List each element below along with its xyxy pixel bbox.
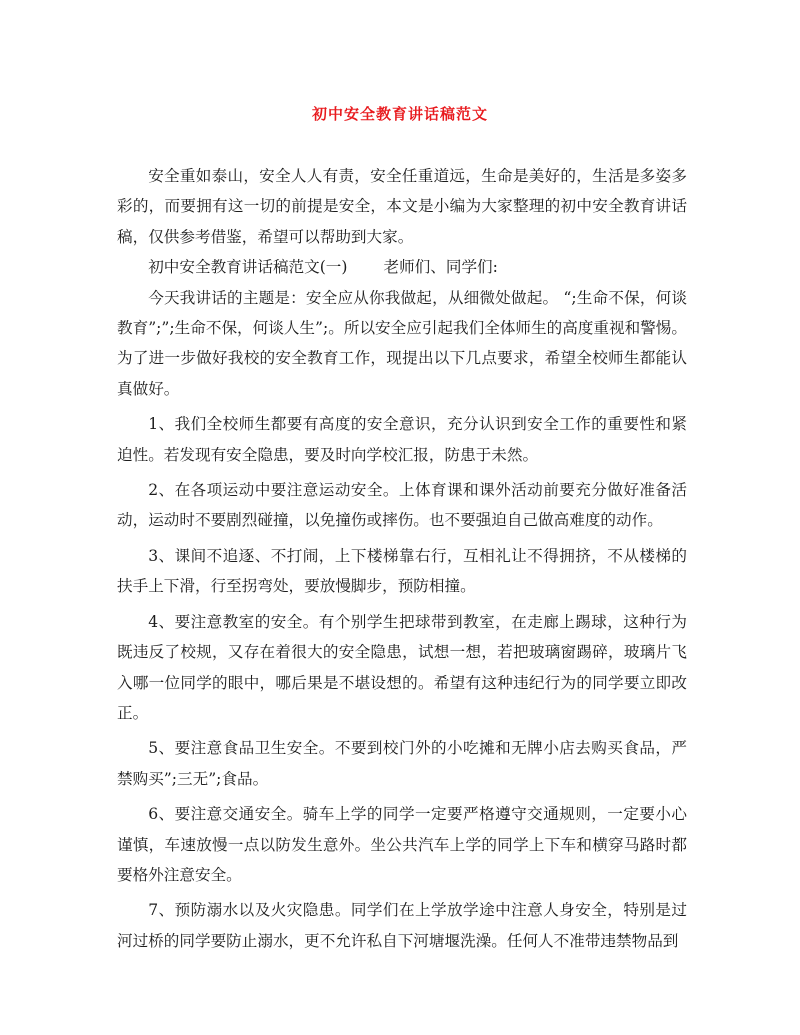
point-paragraph-5: 5、要注意食品卫生安全。不要到校门外的小吃摊和无牌小店去购买食品，严禁购买”;三无”;食品。 xyxy=(117,739,687,788)
point-paragraph-3: 3、课间不追逐、不打闹，上下楼梯靠右行，互相礼让不得拥挤，不从楼梯的扶手上下滑，行至拐弯处，要放慢脚步，预防相撞。 xyxy=(117,546,687,596)
point-paragraph-6: 6、要注意交通安全。骑车上学的同学一定要严格遵守交通规则，一定要小心谨慎，车速放慢一点以防发生意外。坐公共汽车上学的同学上下车和横穿马路时都要格外注意安全。 xyxy=(117,805,687,884)
point-paragraph-4: 4、要注意教室的安全。有个别学生把球带到教室，在走廊上踢球，这种行为既违反了校规，又存在着很大的安全隐患，试想一想，若把玻璃窗踢碎，玻璃片飞入哪一位同学的眼中，哪后果是不堪设想的。希望有这种违纪行为的同学要立即改正。 xyxy=(117,612,687,722)
document-title: 初中安全教育讲话稿范文 xyxy=(311,105,488,123)
section-heading-line xyxy=(117,252,687,282)
section-heading: 初中安全教育讲话稿范文(一) xyxy=(148,258,348,277)
point-paragraph-7: 7、预防溺水以及火灾隐患。同学们在上学放学途中注意人身安全，特别是过河过桥的同学要防止溺水，更不允许私自下河塘堰洗澡。任何人不准带违禁物品到 xyxy=(117,901,687,950)
theme-paragraph: 今天我讲话的主题是：安全应从你我做起，从细微处做起。 “;生命不保，何谈教育”;”;生命不保，何谈人生”;。所以安全应引起我们全体师生的高度重视和警惕。为了进一步做好我校的安全教育工作，现提出以下几点要求，希望全校师生都能认真做好。 xyxy=(117,288,687,398)
document-body xyxy=(117,161,687,956)
intro-paragraph: 安全重如泰山，安全人人有责，安全任重道远，生命是美好的，生活是多姿多彩的，而要拥有这一切的前提是安全，本文是小编为大家整理的初中安全教育讲话稿，仅供参考借鉴，希望可以帮助到大家。 xyxy=(117,167,687,246)
greeting: 老师们、同学们: xyxy=(383,258,498,277)
point-paragraph-2: 2、在各项运动中要注意运动安全。上体育课和课外活动前要充分做好准备活动，运动时不要剧烈碰撞，以免撞伤或摔伤。也不要强迫自己做高难度的动作。 xyxy=(117,481,687,530)
point-paragraph-1: 1、我们全校师生都要有高度的安全意识，充分认识到安全工作的重要性和紧迫性。若发现有安全隐患，要及时向学校汇报，防患于未然。 xyxy=(117,415,687,464)
